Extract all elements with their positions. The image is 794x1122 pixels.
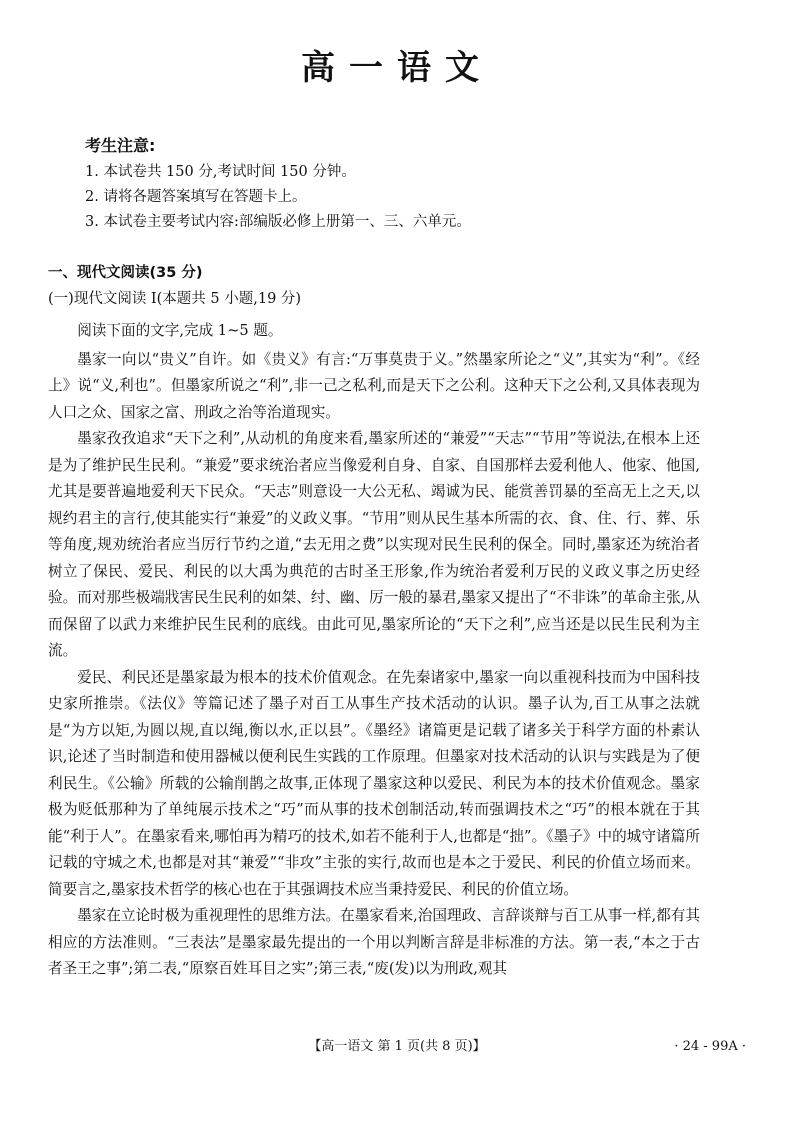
passage-paragraph: 爱民、利民还是墨家最为根本的技术价值观念。在先秦诸家中,墨家一向以重视科技而为中国科技史家所推崇。《法仪》等篇记述了墨子对百工从事生产技术活动的认识。墨子认为,百工从事之法就是“为方以矩,为圆以规,直以绳,衡以水,正以县”。《墨经》诸篇更是记载了诸多关于科学方面的朴素认识,论述了当时制造和使用器械以便利民生实践的工作原理。但墨家对技术活动的认识与实践是为了便利民生。《公输》所载的公输削鹊之故事,正体现了墨家这种以爱民、利民为本的技术价值观念。墨家极为贬低那种为了单纯展示技术之“巧”而从事的技术创制活动,转而强调技术之“巧”的根本就在于其能“利于人”。在墨家看来,哪怕再为精巧的技术,如若不能利于人,也都是“拙”。《墨子》中的城守诸篇所记载的守城之术,也都是对其“兼爱”“非攻”主张的实行,故而也是本之于爱民、利民的价值立场而来。简要言之,墨家技术哲学的核心也在于其强调技术应当秉持爱民、利民的价值立场。 [48,668,700,898]
notice-item: 3. 本试卷主要考试内容:部编版必修上册第一、三、六单元。 [85,214,471,230]
section-heading: 一、现代文阅读(35 分) [48,265,203,281]
passage-paragraph: 墨家孜孜追求“天下之利”,从动机的角度来看,墨家所述的“兼爱”“天志”“节用”等说法,在根本上还是为了维护民生民利。“兼爱”要求统治者应当像爱利自身、自家、自国那样去爱利他人、他家、他国,尤其是要普遍地爱利天下民众。“天志”则意设一大公无私、竭诚为民、能赏善罚暴的至高无上之天,以规约君主的言行,使其能实行“兼爱”的义政义事。“节用”则从民生基本所需的衣、食、住、行、葬、乐等角度,规劝统治者应当厉行节约之道,“去无用之费”以实现对民生民利的保全。同时,墨家还为统治者树立了保民、爱民、利民的以大禹为典范的古时圣王形象,作为统治者爱利万民的义政义事之历史经验。而对那些极端戕害民生民利的如桀、纣、幽、厉一般的暴君,墨家又提出了“不非诛”的革命主张,从而保留了以武力来维护民生民利的底线。由此可见,墨家所论的“天下之利”,应当还是以民生民利为主流。 [48,430,700,659]
page-footer [0,1035,794,1059]
notice-title: 考生注意: [85,136,156,155]
page-title: 高一语文 [301,48,493,88]
footer-exam-code: · 24 - 99A · [674,1039,746,1054]
passage-paragraph: 墨家一向以“贵义”自许。如《贵义》有言:“万事莫贵于义。”然墨家所论之“义”,其实为“利”。《经上》说“义,利也”。但墨家所说之“利”,非一己之私利,而是天下之公利。这种天下之公利,又具体表现为人口之众、国家之富、刑政之治等治道现实。 [48,350,700,421]
notice-item: 2. 请将各题答案填写在答题卡上。 [85,189,307,205]
reading-instruction: 阅读下面的文字,完成 1~5 题。 [77,322,283,339]
notice-item: 1. 本试卷共 150 分,考试时间 150 分钟。 [85,164,356,180]
exam-notice [85,134,471,235]
subsection-heading: (一)现代文阅读 I(本题共 5 小题,19 分) [48,291,302,307]
passage-paragraph: 墨家在立论时极为重视理性的思维方法。在墨家看来,治国理政、言辞谈辩与百工从事一样,都有其相应的方法准则。“三表法”是墨家最先提出的一个用以判断言辞是非标准的方法。第一表,“本之于古者圣王之事”;第二表,“原察百姓耳目之实”;第三表,“废(发)以为刑政,观其 [48,907,700,977]
footer-page-info: 【高一语文 第 1 页(共 8 页)】 [308,1039,486,1054]
reading-passage [48,318,700,983]
